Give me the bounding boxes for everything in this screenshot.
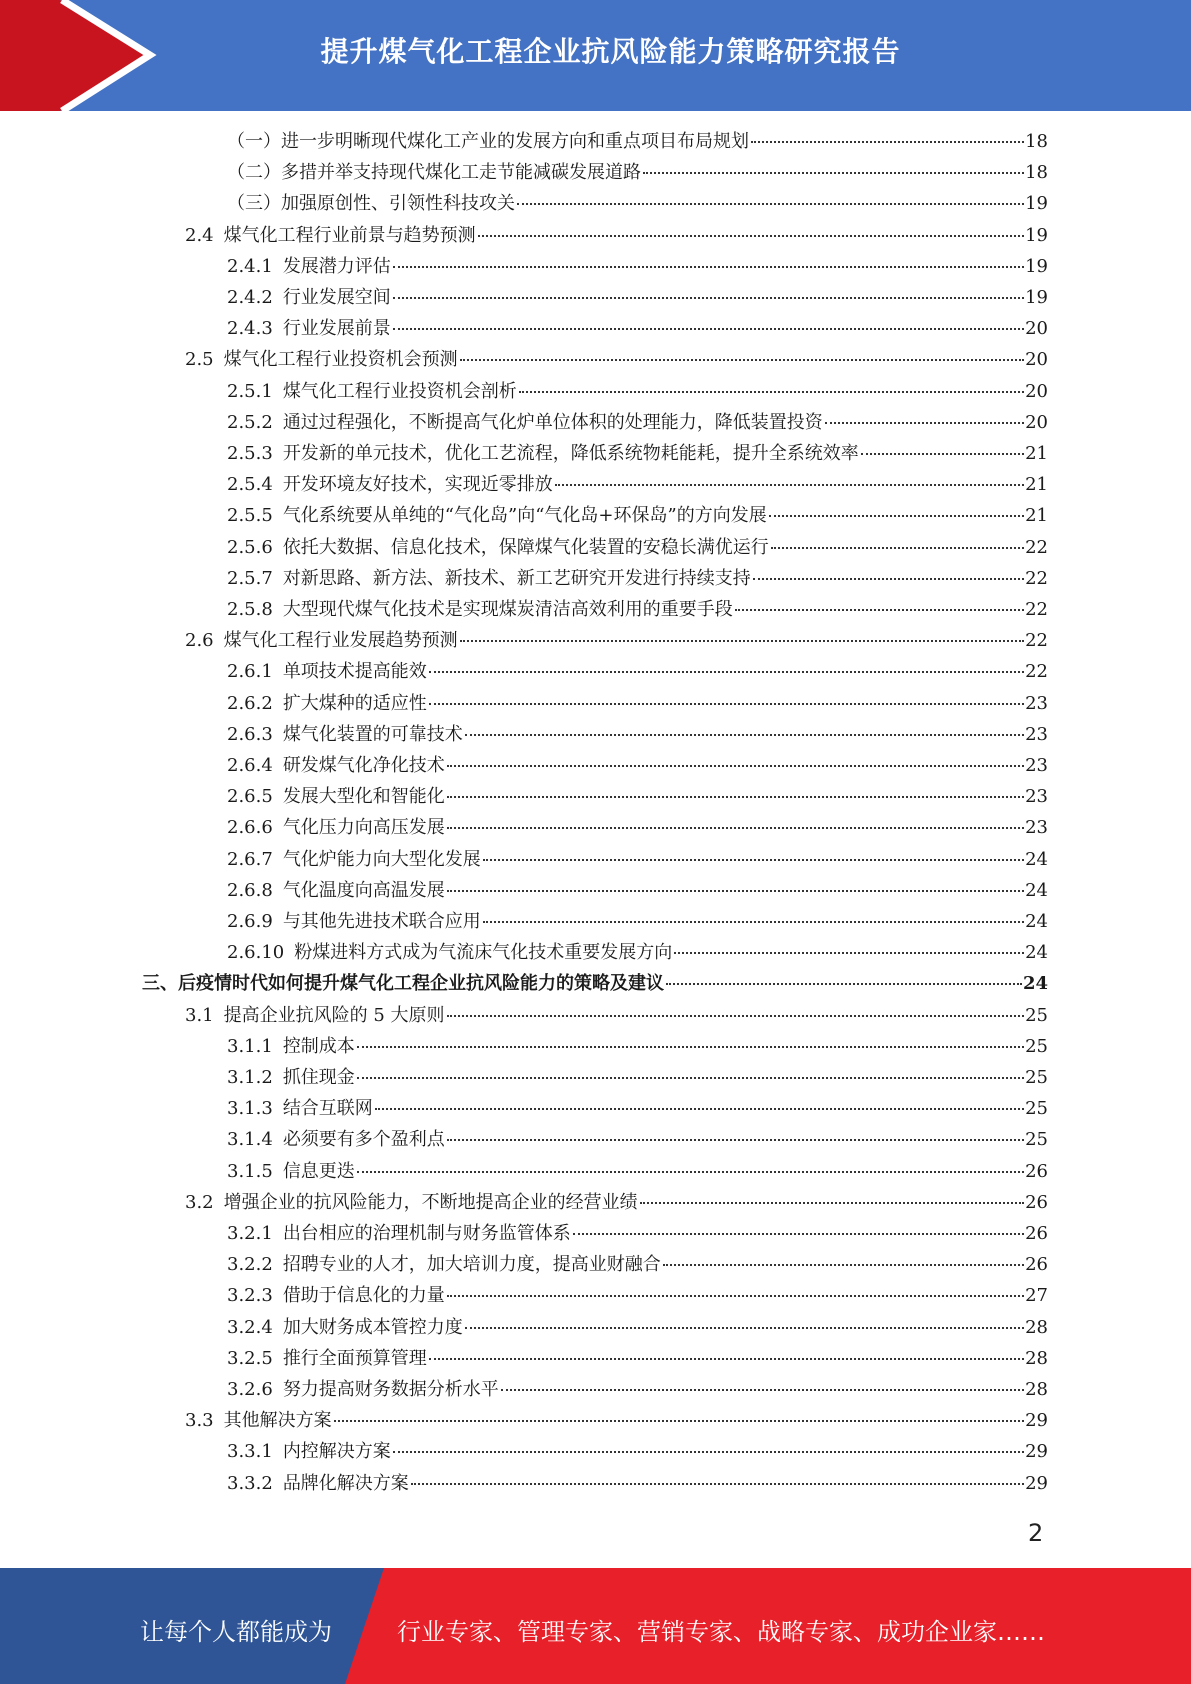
toc-entry-title	[227, 158, 641, 184]
toc-entry[interactable]	[227, 813, 1048, 844]
toc-dot-leader	[375, 1108, 1024, 1110]
toc-dot-leader	[674, 952, 1024, 954]
toc-entry-text: 气化温度向高温发展	[282, 880, 445, 901]
toc-entry-number: 2.6.2	[227, 693, 273, 714]
toc-entry-number: 3.2	[185, 1192, 214, 1213]
toc-entry[interactable]	[227, 720, 1048, 751]
toc-entry-text: 通过过程强化，不断提高气化炉单位体积的处理能力，降低装置投资	[282, 412, 823, 433]
toc-entry-page: 20	[1025, 349, 1048, 370]
toc-dot-leader	[411, 1483, 1024, 1485]
toc-entry-title	[227, 252, 391, 278]
toc-dot-leader	[393, 328, 1024, 330]
toc-entry-title	[185, 221, 476, 247]
toc-entry[interactable]	[227, 1250, 1048, 1281]
toc-dot-leader	[751, 141, 1024, 143]
toc-entry-title	[227, 470, 553, 496]
toc-entry[interactable]	[227, 564, 1048, 595]
toc-entry[interactable]	[227, 1219, 1048, 1250]
toc-entry-title	[227, 377, 517, 403]
toc-entry-page: 22	[1025, 661, 1048, 682]
toc-dot-leader	[460, 640, 1024, 642]
toc-entry-text: 其他解决方案	[223, 1410, 332, 1431]
toc-entry-number: 2.6.3	[227, 724, 273, 745]
toc-entry-text: 粉煤进料方式成为气流床气化技术重要发展方向	[294, 942, 673, 963]
toc-dot-leader	[429, 671, 1024, 673]
toc-dot-leader	[447, 827, 1024, 829]
toc-entry[interactable]	[227, 938, 1048, 969]
toc-dot-leader	[640, 1202, 1024, 1204]
toc-entry-text: 对新思路、新方法、新技术、新工艺研究开发进行持续支持	[282, 568, 751, 589]
toc-entry-text: 气化压力向高压发展	[282, 817, 445, 838]
toc-entry-title	[227, 439, 859, 465]
toc-entry-title	[227, 751, 445, 777]
toc-entry-number: 2.5.6	[227, 537, 273, 558]
toc-entry-number: 3.1.4	[227, 1129, 273, 1150]
toc-entry-page: 26	[1025, 1223, 1048, 1244]
toc-entry-title	[227, 1032, 355, 1058]
toc-entry-number: 3.1.5	[227, 1161, 273, 1182]
toc-entry-text: 行业发展前景	[282, 318, 391, 339]
toc-entry[interactable]	[227, 408, 1048, 439]
toc-entry-title	[227, 408, 823, 434]
toc-entry-number: 3.3.1	[227, 1441, 273, 1462]
toc-entry-title	[227, 283, 391, 309]
toc-entry-page: 27	[1025, 1285, 1048, 1306]
toc-entry-page: 22	[1025, 630, 1048, 651]
toc-entry-title	[142, 969, 664, 995]
toc-entry-page: 23	[1025, 817, 1048, 838]
toc-entry-number: 3.2.6	[227, 1379, 273, 1400]
toc-entry[interactable]	[227, 501, 1048, 532]
toc-entry-text: （一）进一步明晰现代煤化工产业的发展方向和重点项目布局规划	[227, 131, 749, 152]
toc-entry-number: 2.6.8	[227, 880, 273, 901]
toc-entry-page: 24	[1025, 911, 1048, 932]
toc-entry[interactable]	[227, 782, 1048, 813]
toc-entry-title	[227, 845, 481, 871]
toc-entry-title	[185, 626, 458, 652]
toc-dot-leader	[501, 1389, 1024, 1391]
toc-entry-number: 3.2.2	[227, 1254, 273, 1275]
toc-entry-page: 19	[1025, 287, 1048, 308]
toc-entry-text: 煤气化工程行业投资机会预测	[223, 349, 458, 370]
toc-entry-title	[227, 595, 733, 621]
toc-entry-title	[227, 1313, 463, 1339]
toc-entry-text: 依托大数据、信息化技术，保障煤气化装置的安稳长满优运行	[282, 537, 769, 558]
toc-entry-text: 研发煤气化净化技术	[282, 755, 445, 776]
toc-entry-text: 单项技术提高能效	[282, 661, 427, 682]
toc-dot-leader	[393, 1451, 1024, 1453]
toc-entry-number: 2.5.3	[227, 443, 273, 464]
toc-entry-text: 大型现代煤气化技术是实现煤炭清洁高效利用的重要手段	[282, 599, 733, 620]
toc-entry-text: 信息更迭	[282, 1161, 355, 1182]
toc-entry-number: 3.2.3	[227, 1285, 273, 1306]
toc-entry-text: 行业发展空间	[282, 287, 391, 308]
toc-entry-page: 22	[1025, 537, 1048, 558]
toc-entry-page: 22	[1025, 568, 1048, 589]
toc-entry-title	[227, 1469, 409, 1495]
toc-entry[interactable]	[227, 1437, 1048, 1468]
toc-entry-title	[227, 533, 769, 559]
toc-entry-title	[227, 1250, 661, 1276]
toc-entry-number: 2.6.1	[227, 661, 273, 682]
toc-entry-number: 2.4.2	[227, 287, 273, 308]
toc-entry-page: 23	[1025, 724, 1048, 745]
toc-dot-leader	[447, 1295, 1024, 1297]
toc-entry-page: 25	[1025, 1067, 1048, 1088]
toc-entry-title	[227, 657, 427, 683]
toc-dot-leader	[465, 734, 1024, 736]
toc-entry[interactable]	[185, 1406, 1048, 1437]
toc-dot-leader	[460, 359, 1024, 361]
toc-entry[interactable]	[227, 158, 1048, 189]
toc-entry[interactable]	[227, 533, 1048, 564]
toc-entry-text: 发展潜力评估	[282, 256, 391, 277]
page-number: 2	[1028, 1519, 1044, 1547]
toc-entry[interactable]	[185, 1001, 1048, 1032]
toc-entry-text: 三、后疫情时代如何提升煤气化工程企业抗风险能力的策略及建议	[142, 973, 664, 994]
toc-entry[interactable]	[227, 1125, 1048, 1156]
toc-entry[interactable]	[227, 1094, 1048, 1125]
toc-entry-page: 26	[1025, 1161, 1048, 1182]
toc-entry-page: 20	[1025, 381, 1048, 402]
toc-entry-number: 2.6	[185, 630, 214, 651]
toc-entry-page: 21	[1025, 474, 1048, 495]
toc-entry-page: 24	[1025, 880, 1048, 901]
toc-entry-page: 29	[1025, 1410, 1048, 1431]
toc-entry-page: 24	[1022, 973, 1048, 994]
toc-entry-text: 扩大煤种的适应性	[282, 693, 427, 714]
toc-entry-number: 2.6.5	[227, 786, 273, 807]
toc-entry-text: 必须要有多个盈利点	[282, 1129, 445, 1150]
toc-entry-title	[227, 564, 751, 590]
footer-slogan-left: 让每个人都能成为	[140, 1618, 332, 1646]
toc-dot-leader	[429, 703, 1024, 705]
toc-dot-leader	[478, 235, 1024, 237]
toc-entry-number: 2.5.2	[227, 412, 273, 433]
toc-entry-page: 23	[1025, 693, 1048, 714]
toc-entry-title	[227, 1219, 571, 1245]
toc-entry-page: 26	[1025, 1192, 1048, 1213]
toc-entry-text: 气化系统要从单纯的“气化岛”向“气化岛+环保岛”的方向发展	[282, 505, 767, 526]
toc-entry-text: （二）多措并举支持现代煤化工走节能减碳发展道路	[227, 162, 641, 183]
toc-entry-title	[227, 782, 445, 808]
toc-entry-number: 3.1.1	[227, 1036, 273, 1057]
toc-entry-title	[227, 1437, 391, 1463]
toc-entry-page: 24	[1025, 849, 1048, 870]
toc-entry[interactable]	[227, 845, 1048, 876]
toc-entry-number: 2.4	[185, 225, 214, 246]
toc-entry-page: 20	[1025, 412, 1048, 433]
toc-entry-page: 28	[1025, 1379, 1048, 1400]
toc-entry[interactable]	[227, 377, 1048, 408]
toc-entry-text: 气化炉能力向大型化发展	[282, 849, 481, 870]
report-header	[0, 0, 1191, 111]
toc-entry-title	[227, 189, 515, 215]
toc-entry[interactable]	[227, 314, 1048, 345]
toc-entry-title	[227, 1281, 445, 1307]
toc-entry-number: 2.6.6	[227, 817, 273, 838]
toc-entry-title	[227, 907, 481, 933]
toc-entry[interactable]	[227, 1313, 1048, 1344]
toc-entry[interactable]	[185, 345, 1048, 376]
toc-entry-page: 20	[1025, 318, 1048, 339]
toc-entry-text: 开发新的单元技术，优化工艺流程，降低系统物耗能耗，提升全系统效率	[282, 443, 859, 464]
toc-entry-title	[227, 501, 767, 527]
toc-dot-leader	[735, 609, 1024, 611]
toc-entry-page: 21	[1025, 443, 1048, 464]
toc-entry-page: 19	[1025, 225, 1048, 246]
toc-entry-title	[185, 1001, 445, 1027]
toc-entry-page: 28	[1025, 1317, 1048, 1338]
toc-entry-page: 25	[1025, 1036, 1048, 1057]
toc-dot-leader	[861, 453, 1024, 455]
toc-entry-text: 抓住现金	[282, 1067, 355, 1088]
toc-entry-page: 28	[1025, 1348, 1048, 1369]
toc-dot-leader	[825, 422, 1024, 424]
toc-entry-text: 内控解决方案	[282, 1441, 391, 1462]
toc-entry-page: 24	[1025, 942, 1048, 963]
toc-entry-title	[227, 813, 445, 839]
toc-entry-number: 2.6.9	[227, 911, 273, 932]
toc-entry-page: 18	[1025, 162, 1048, 183]
toc-entry[interactable]	[227, 657, 1048, 688]
toc-entry-text: 借助于信息化的力量	[282, 1285, 445, 1306]
toc-entry[interactable]	[227, 595, 1048, 626]
toc-dot-leader	[769, 515, 1024, 517]
toc-dot-leader	[429, 1358, 1024, 1360]
toc-entry-number: 2.4.1	[227, 256, 273, 277]
toc-entry-text: 增强企业的抗风险能力，不断地提高企业的经营业绩	[223, 1192, 638, 1213]
toc-entry-text: 发展大型化和智能化	[282, 786, 445, 807]
toc-entry-text: （三）加强原创性、引领性科技攻关	[227, 193, 515, 214]
toc-dot-leader	[643, 172, 1024, 174]
toc-entry-page: 22	[1025, 599, 1048, 620]
toc-entry-title	[185, 1406, 332, 1432]
toc-dot-leader	[357, 1077, 1024, 1079]
toc-dot-leader	[573, 1233, 1024, 1235]
report-footer	[0, 1568, 1191, 1684]
toc-dot-leader	[753, 578, 1024, 580]
toc-entry-number: 3.3.2	[227, 1473, 273, 1494]
toc-entry[interactable]	[227, 470, 1048, 501]
toc-entry-title	[227, 1375, 499, 1401]
toc-dot-leader	[447, 890, 1024, 892]
toc-entry-title	[227, 689, 427, 715]
toc-entry-text: 加大财务成本管控力度	[282, 1317, 463, 1338]
toc-entry-number: 3.1.3	[227, 1098, 273, 1119]
toc-dot-leader	[393, 266, 1024, 268]
toc-entry-number: 2.5.1	[227, 381, 273, 402]
toc-entry-title	[227, 1063, 355, 1089]
toc-entry[interactable]	[227, 1281, 1048, 1312]
toc-entry-number: 3.2.5	[227, 1348, 273, 1369]
toc-entry-number: 2.6.4	[227, 755, 273, 776]
toc-entry-text: 出台相应的治理机制与财务监管体系	[282, 1223, 571, 1244]
toc-entry-number: 3.2.4	[227, 1317, 273, 1338]
toc-entry[interactable]	[227, 1469, 1048, 1500]
toc-entry[interactable]	[142, 969, 1048, 1000]
toc-entry-page: 29	[1025, 1441, 1048, 1462]
toc-dot-leader	[771, 547, 1024, 549]
toc-dot-leader	[447, 1015, 1025, 1017]
toc-dot-leader	[447, 796, 1024, 798]
toc-entry-text: 控制成本	[282, 1036, 355, 1057]
toc-entry[interactable]	[227, 907, 1048, 938]
toc-dot-leader	[334, 1420, 1024, 1422]
toc-entry-number: 2.5.5	[227, 505, 273, 526]
toc-entry-number: 3.1	[185, 1005, 214, 1026]
toc-dot-leader	[465, 1327, 1024, 1329]
toc-entry[interactable]	[185, 626, 1048, 657]
toc-entry-text: 品牌化解决方案	[282, 1473, 409, 1494]
toc-entry-number: 2.5.7	[227, 568, 273, 589]
toc-entry-text: 开发环境友好技术，实现近零排放	[282, 474, 553, 495]
toc-entry[interactable]	[227, 283, 1048, 314]
toc-entry-text: 煤气化工程行业前景与趋势预测	[223, 225, 476, 246]
toc-entry-title	[185, 1188, 638, 1214]
toc-entry-page: 23	[1025, 786, 1048, 807]
toc-entry-number: 2.6.10	[227, 942, 285, 963]
toc-dot-leader	[555, 484, 1024, 486]
toc-entry[interactable]	[227, 1375, 1048, 1406]
toc-dot-leader	[483, 859, 1024, 861]
toc-entry-text: 煤气化装置的可靠技术	[282, 724, 463, 745]
toc-entry[interactable]	[227, 1157, 1048, 1188]
toc-entry-text: 煤气化工程行业发展趋势预测	[223, 630, 458, 651]
toc-entry[interactable]	[227, 439, 1048, 470]
toc-dot-leader	[663, 1264, 1024, 1266]
toc-entry-title	[227, 314, 391, 340]
toc-entry-text: 与其他先进技术联合应用	[282, 911, 481, 932]
toc-entry-page: 23	[1025, 755, 1048, 776]
toc-entry-page: 26	[1025, 1254, 1048, 1275]
toc-entry-text: 结合互联网	[282, 1098, 373, 1119]
toc-entry-number: 2.5.8	[227, 599, 273, 620]
toc-entry-text: 推行全面预算管理	[282, 1348, 427, 1369]
toc-entry-number: 2.4.3	[227, 318, 273, 339]
toc-dot-leader	[357, 1046, 1024, 1048]
toc-entry-title	[227, 938, 672, 964]
footer-slogan-right: 行业专家、管理专家、营销专家、战略专家、成功企业家……	[397, 1618, 1045, 1646]
toc-entry[interactable]	[227, 876, 1048, 907]
toc-entry-page: 25	[1025, 1129, 1048, 1150]
toc-entry-title	[227, 876, 445, 902]
toc-entry[interactable]	[227, 189, 1048, 220]
toc-dot-leader	[393, 297, 1024, 299]
toc-entry-text: 煤气化工程行业投资机会剖析	[282, 381, 517, 402]
toc-entry-page: 21	[1025, 505, 1048, 526]
toc-entry-number: 2.5	[185, 349, 214, 370]
toc-entry[interactable]	[227, 127, 1048, 158]
toc-entry-number: 2.5.4	[227, 474, 273, 495]
toc-entry-page: 25	[1025, 1005, 1048, 1026]
toc-dot-leader	[666, 983, 1022, 985]
toc-entry-page: 25	[1025, 1098, 1048, 1119]
toc-entry[interactable]	[227, 1063, 1048, 1094]
toc-entry[interactable]	[185, 221, 1048, 252]
toc-dot-leader	[519, 391, 1024, 393]
toc-entry-title	[227, 1094, 373, 1120]
toc-entry-title	[227, 1125, 445, 1151]
toc-entry-text: 招聘专业的人才，加大培训力度，提高业财融合	[282, 1254, 661, 1275]
report-title: 提升煤气化工程企业抗风险能力策略研究报告	[320, 35, 901, 68]
toc-entry-title	[227, 1157, 355, 1183]
toc-dot-leader	[357, 1171, 1024, 1173]
toc-entry[interactable]	[227, 1344, 1048, 1375]
toc-entry-text: 努力提高财务数据分析水平	[282, 1379, 499, 1400]
toc-entry[interactable]	[227, 252, 1048, 283]
toc-entry-number: 3.2.1	[227, 1223, 273, 1244]
toc-entry-number: 2.6.7	[227, 849, 273, 870]
toc-entry-page: 18	[1025, 131, 1048, 152]
toc-entry[interactable]	[227, 689, 1048, 720]
toc-dot-leader	[447, 765, 1024, 767]
toc-entry-number: 3.3	[185, 1410, 214, 1431]
toc-entry-page: 19	[1025, 256, 1048, 277]
toc-dot-leader	[483, 921, 1024, 923]
toc-entry[interactable]	[185, 1188, 1048, 1219]
toc-entry-title	[227, 1344, 427, 1370]
toc-entry[interactable]	[227, 751, 1048, 782]
toc-entry-title	[227, 127, 749, 153]
toc-entry-number: 3.1.2	[227, 1067, 273, 1088]
toc-entry-page: 29	[1025, 1473, 1048, 1494]
toc-dot-leader	[447, 1139, 1024, 1141]
toc-entry-title	[227, 720, 463, 746]
toc-dot-leader	[517, 203, 1024, 205]
toc-entry-page: 19	[1025, 193, 1048, 214]
toc-entry-title	[185, 345, 458, 371]
toc-entry[interactable]	[227, 1032, 1048, 1063]
toc-entry-text: 提高企业抗风险的 5 大原则	[223, 1005, 445, 1026]
